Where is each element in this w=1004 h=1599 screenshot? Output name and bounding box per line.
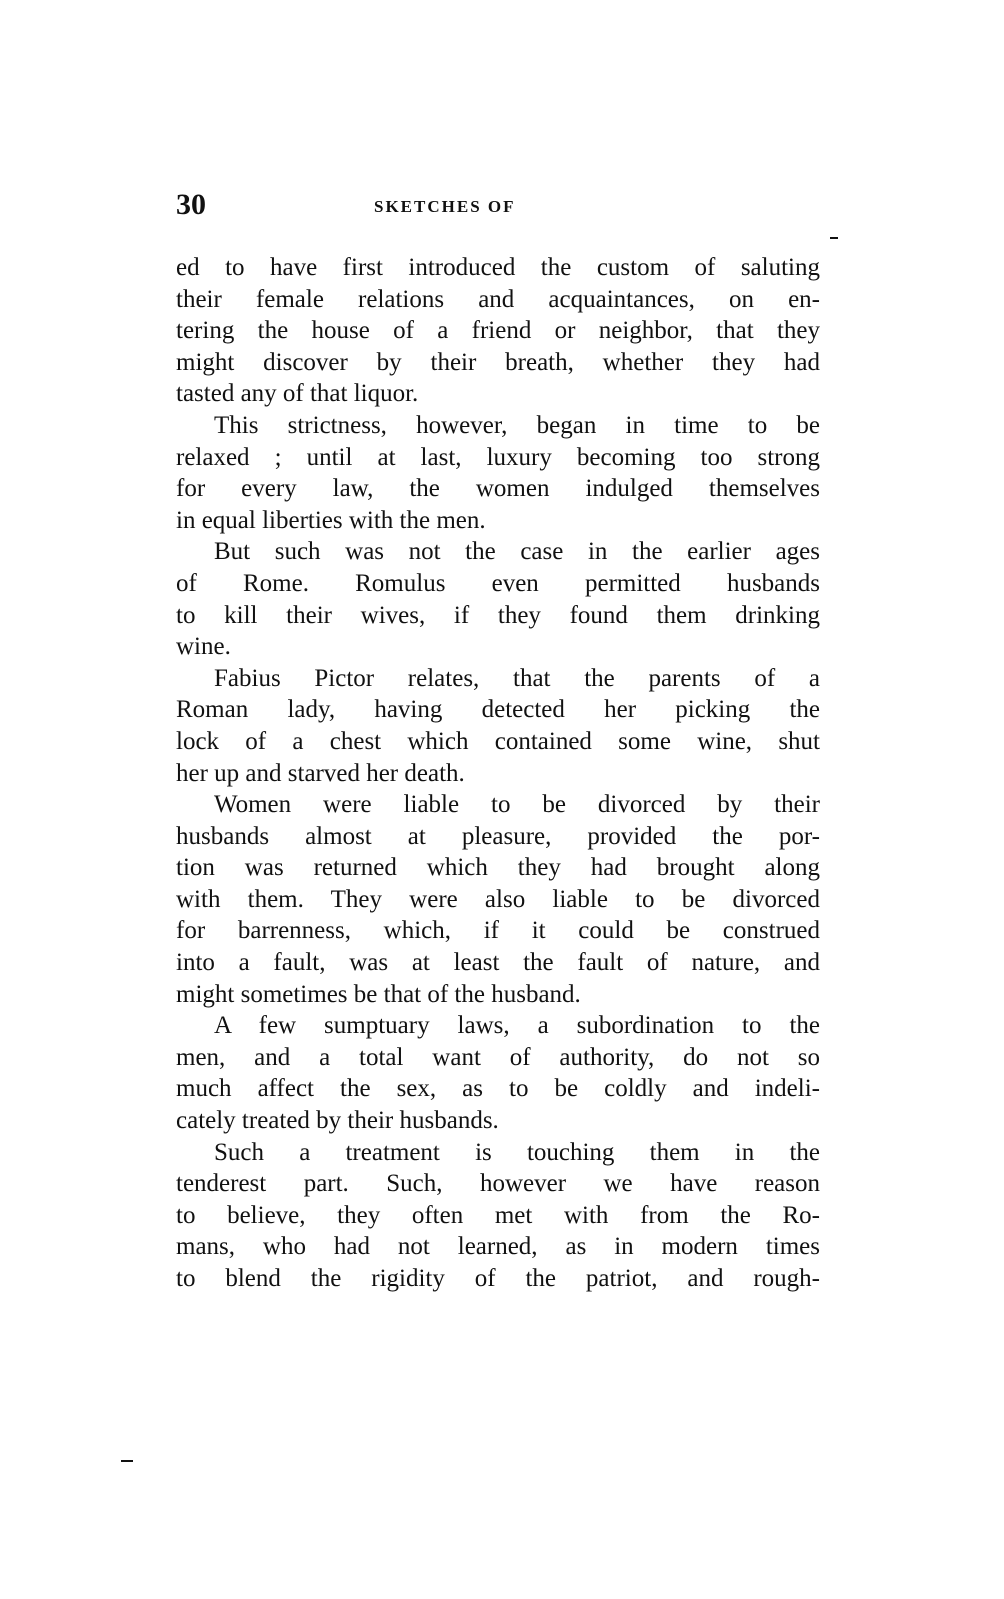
text-line: tion was returned which they had brought along <box>176 854 820 882</box>
text-line: Women were liable to be divorced by their <box>214 791 820 819</box>
text-line: might sometimes be that of the husband. <box>176 980 581 1008</box>
text-line: Such a treatment is touching them in the <box>214 1138 820 1166</box>
text-line: mans, who had not learned, as in modern times <box>176 1233 820 1261</box>
text-line: tenderest part. Such, however we have reason <box>176 1170 820 1198</box>
page-number: 30 <box>176 188 206 221</box>
text-line: A few sumptuary laws, a subordination to the <box>214 1012 820 1040</box>
text-line: Fabius Pictor relates, that the parents of a <box>214 664 820 692</box>
text-line: her up and starved her death. <box>176 759 465 787</box>
text-line: husbands almost at pleasure, provided the por- <box>176 822 820 850</box>
text-line: might discover by their breath, whether they had <box>176 348 820 376</box>
printer-mark <box>830 237 838 239</box>
text-line: their female relations and acquaintances, on en- <box>176 285 820 313</box>
text-line: tasted any of that liquor. <box>176 380 419 408</box>
text-line: wine. <box>176 633 231 661</box>
text-line: to kill their wives, if they found them drinking <box>176 601 820 629</box>
running-head: SKETCHES OF <box>374 197 516 216</box>
text-line: ed to have first introduced the custom of saluting <box>176 254 820 281</box>
text-line: of Rome. Romulus even permitted husbands <box>176 569 820 597</box>
text-line: tering the house of a friend or neighbor, that they <box>176 317 820 345</box>
text-line: to believe, they often met with from the Ro- <box>176 1201 820 1229</box>
text-line: men, and a total want of authority, do not so <box>176 1043 820 1071</box>
text-line: lock of a chest which contained some wine, shut <box>176 727 820 755</box>
text-line: cately treated by their husbands. <box>176 1107 499 1135</box>
printer-mark <box>121 1460 133 1462</box>
text-line: in equal liberties with the men. <box>176 506 486 534</box>
text-line: This strictness, however, began in time to be <box>214 411 820 439</box>
body-text <box>176 252 820 1295</box>
text-line: with them. They were also liable to be divorced <box>176 885 820 913</box>
text-line: Roman lady, having detected her picking the <box>176 696 820 724</box>
text-line: into a fault, was at least the fault of nature, and <box>176 949 820 977</box>
text-line: to blend the rigidity of the patriot, and rough- <box>176 1265 820 1292</box>
text-line: much affect the sex, as to be coldly and indeli- <box>176 1075 820 1103</box>
text-line: for barrenness, which, if it could be construed <box>176 917 820 945</box>
text-line: But such was not the case in the earlier ages <box>214 538 820 566</box>
text-line: relaxed ; until at last, luxury becoming too strong <box>176 443 820 471</box>
text-line: for every law, the women indulged themselves <box>176 475 820 503</box>
